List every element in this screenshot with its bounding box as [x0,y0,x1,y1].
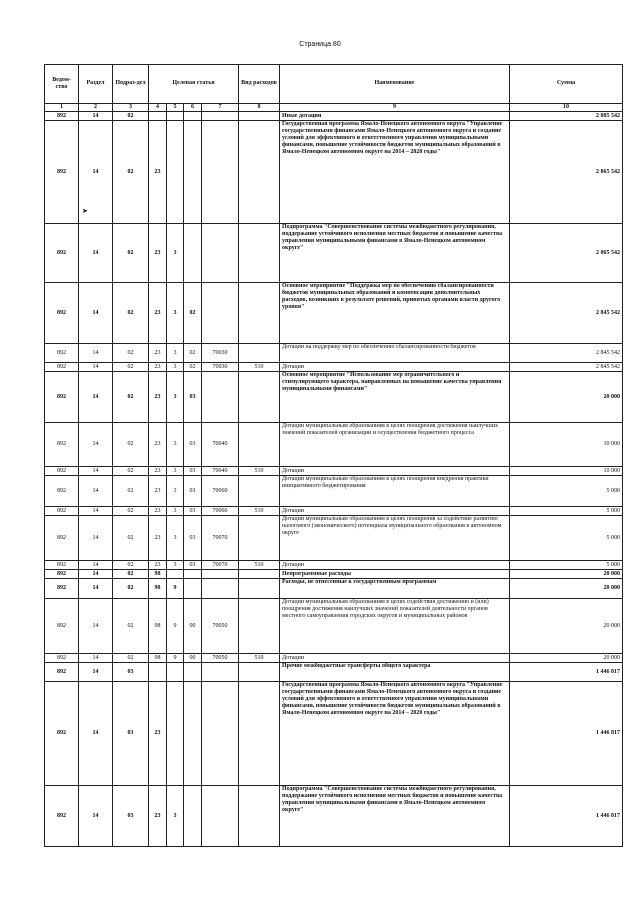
table-row [45,283,623,344]
sum-cell: 5 000 [510,516,623,561]
target-code-cell: 23 [149,224,167,283]
target-code-cell: 70040 [202,423,239,467]
vedomstvo-cell: 892 [45,112,79,121]
podrazdel-cell: 02 [113,283,149,344]
podrazdel-cell: 03 [113,786,149,847]
razdel-cell: 14 [79,682,113,786]
target-code-cell: 98 [149,579,167,599]
header-razdel: Раздел [79,65,113,104]
table-row [45,663,623,682]
sum-cell: 2 865 542 [510,224,623,283]
target-code-cell [184,570,202,579]
target-code-cell: 02 [184,363,202,372]
col-number: 2 [79,104,113,112]
vedomstvo-cell: 892 [45,516,79,561]
name-cell: Дотации [280,561,510,570]
target-code-cell: 3 [167,561,184,570]
razdel-cell: 14 [79,467,113,476]
target-code-cell: 70060 [202,507,239,516]
target-code-cell [184,682,202,786]
vedomstvo-cell: 892 [45,121,79,224]
vedomstvo-cell: 892 [45,507,79,516]
page-number: Страница 80 [299,41,341,48]
target-code-cell: 3 [167,344,184,363]
name-cell: Дотации муниципальным образованиям в целях поощрения внедрения практики инициативного бюджетирования [280,476,510,507]
sum-cell: 2 885 542 [510,112,623,121]
target-code-cell: 23 [149,467,167,476]
podrazdel-cell: 02 [113,507,149,516]
sum-cell: 2 845 542 [510,363,623,372]
name-cell: Дотации муниципальным образованиям в целях поощрения за содействие развитию налогового (экономического) потенциала муниципального образования в автономном округе [280,516,510,561]
target-code-cell: 23 [149,682,167,786]
target-code-cell [167,112,184,121]
sum-cell: 5 000 [510,507,623,516]
target-code-cell: 98 [149,599,167,654]
table-row [45,599,623,654]
vedomstvo-cell: 892 [45,654,79,663]
target-code-cell [167,682,184,786]
col-number: 6 [184,104,202,112]
target-code-cell: 03 [184,372,202,423]
target-code-cell [167,663,184,682]
table-row [45,476,623,507]
expense-type-cell: 510 [239,561,280,570]
expense-type-cell [239,224,280,283]
target-code-cell: 23 [149,786,167,847]
expense-type-cell [239,476,280,507]
table-row [45,786,623,847]
target-code-cell: 3 [167,423,184,467]
table-row [45,654,623,663]
razdel-cell: 14 [79,516,113,561]
sum-cell: 2 865 542 [510,121,623,224]
target-code-cell: 9 [167,579,184,599]
target-code-cell: 3 [167,283,184,344]
table-row [45,561,623,570]
target-code-cell: 00 [184,599,202,654]
name-cell: Непрограммные расходы [280,570,510,579]
target-code-cell: 3 [167,363,184,372]
target-code-cell: 70030 [202,344,239,363]
target-code-cell: 03 [184,561,202,570]
name-cell: Дотации муниципальным образованиям в целях содействия достижению и (или) поощрения достижения наилучших значений показателей деятельности органов местного самоуправления городских округов и муниципальных районов [280,599,510,654]
expense-type-cell [239,516,280,561]
target-code-cell: 9 [167,654,184,663]
target-code-cell: 98 [149,654,167,663]
target-code-cell [184,663,202,682]
name-cell: Основное мероприятие "Поддержка мер по обеспечению сбалансированности бюджетов муниципальных образований и компенсации дополнительных расходов, возникших в результате решений, принятых органами власти другого уровня" [280,283,510,344]
razdel-cell: 14 [79,476,113,507]
target-code-cell: 98 [149,570,167,579]
name-cell: Государственная программа Ямало-Ненецкого автономного округа "Управление государственными финансами Ямало-Ненецкого автономного округа и создание условий для эффективного и ответственного управления муниципальными финансами, повышение устойчивости бюджетов муниципальных образований в Ямало-Ненецком автономном округе на 2014 – 2020 годы" [280,682,510,786]
expense-type-cell [239,344,280,363]
target-code-cell: 03 [184,516,202,561]
col-number: 7 [202,104,239,112]
vedomstvo-cell: 892 [45,682,79,786]
podrazdel-cell: 02 [113,516,149,561]
name-cell: Дотации муниципальным образованиям в целях поощрения достижения наилучших значений показателей организации и осуществления бюджетного процесса [280,423,510,467]
target-code-cell: 70070 [202,516,239,561]
table-row [45,224,623,283]
target-code-cell: 02 [184,283,202,344]
podrazdel-cell: 02 [113,476,149,507]
table-row [45,507,623,516]
razdel-cell: 14 [79,786,113,847]
target-code-cell [202,579,239,599]
vedomstvo-cell: 892 [45,467,79,476]
razdel-cell: 14 [79,283,113,344]
table-row [45,372,623,423]
col-number: 8 [239,104,280,112]
expense-type-cell: 510 [239,467,280,476]
table-row [45,467,623,476]
vedomstvo-cell: 892 [45,599,79,654]
podrazdel-cell: 02 [113,599,149,654]
sum-cell: 1 446 817 [510,786,623,847]
vedomstvo-cell: 892 [45,663,79,682]
sum-cell: 10 000 [510,423,623,467]
table-row [45,112,623,121]
podrazdel-cell: 02 [113,224,149,283]
target-code-cell: 3 [167,467,184,476]
target-code-cell: 03 [184,423,202,467]
col-number: 5 [167,104,184,112]
table-row [45,423,623,467]
podrazdel-cell: 02 [113,372,149,423]
expense-type-cell [239,121,280,224]
target-code-cell: 70050 [202,654,239,663]
col-number: 3 [113,104,149,112]
razdel-cell: 14 [79,344,113,363]
column-number-row [45,104,623,112]
expense-type-cell [239,786,280,847]
podrazdel-cell: 02 [113,561,149,570]
vedomstvo-cell: 892 [45,283,79,344]
expense-type-cell: 510 [239,363,280,372]
vedomstvo-cell: 892 [45,224,79,283]
table-row [45,363,623,372]
razdel-cell: 14 [79,224,113,283]
podrazdel-cell: 02 [113,121,149,224]
razdel-cell: 14 [79,579,113,599]
table-row [45,516,623,561]
header-podrazdel: Подраз-дел [113,65,149,104]
target-code-cell: 3 [167,476,184,507]
target-code-cell: 23 [149,121,167,224]
target-code-cell: 3 [167,786,184,847]
name-cell: Подпрограмма "Совершенствование системы межбюджетного регулирования, поддержание устойчивого исполнения местных бюджетов и повышение качества управления муниципальными финансами в Ямало-Ненецком автономном округе" [280,224,510,283]
expense-type-cell [239,112,280,121]
sum-cell: 20 000 [510,599,623,654]
sum-cell: 10 000 [510,467,623,476]
expense-type-cell [239,372,280,423]
target-code-cell: 3 [167,372,184,423]
podrazdel-cell: 02 [113,579,149,599]
vedomstvo-cell: 892 [45,579,79,599]
name-cell: Подпрограмма "Совершенствование системы межбюджетного регулирования, поддержание устойчивого исполнения местных бюджетов и повышение качества управления муниципальными финансами в Ямало-Ненецком автономном округе" [280,786,510,847]
table-body [45,112,623,847]
cursor-mark: ➤ [82,207,88,215]
razdel-cell: 14 [79,423,113,467]
vedomstvo-cell: 892 [45,423,79,467]
header-vid-rashodov: Вид расходов [239,65,280,104]
razdel-cell: 14 [79,570,113,579]
vedomstvo-cell: 892 [45,570,79,579]
target-code-cell: 23 [149,344,167,363]
target-code-cell [202,372,239,423]
sum-cell: 20 000 [510,570,623,579]
target-code-cell: 9 [167,599,184,654]
target-code-cell: 23 [149,516,167,561]
target-code-cell [184,579,202,599]
sum-cell: 5 000 [510,476,623,507]
podrazdel-cell: 02 [113,423,149,467]
name-cell: Дотации на поддержку мер по обеспечению сбалансированности бюджетов [280,344,510,363]
razdel-cell: 14 [79,121,113,224]
name-cell: Дотации [280,467,510,476]
sum-cell: 1 446 817 [510,663,623,682]
name-cell: Расходы, не отнесенные к государственным программам [280,579,510,599]
razdel-cell: 14 [79,372,113,423]
target-code-cell [202,786,239,847]
target-code-cell [184,786,202,847]
name-cell: Основное мероприятие "Использование мер ограничительного и стимулирующего характера, направленных на повышение качества управления муниципальными финансами" [280,372,510,423]
target-code-cell: 23 [149,476,167,507]
target-code-cell: 3 [167,507,184,516]
podrazdel-cell: 02 [113,344,149,363]
vedomstvo-cell: 892 [45,476,79,507]
expense-type-cell [239,570,280,579]
col-number: 9 [280,104,510,112]
col-number: 1 [45,104,79,112]
target-code-cell: 70050 [202,599,239,654]
target-code-cell [202,224,239,283]
table-row [45,344,623,363]
vedomstvo-cell: 892 [45,344,79,363]
target-code-cell: 70030 [202,363,239,372]
target-code-cell [149,663,167,682]
target-code-cell: 3 [167,516,184,561]
razdel-cell: 14 [79,112,113,121]
target-code-cell: 03 [184,507,202,516]
expense-type-cell [239,579,280,599]
table-row [45,579,623,599]
expense-type-cell [239,663,280,682]
expense-type-cell [239,599,280,654]
razdel-cell: 14 [79,561,113,570]
budget-table [44,64,623,847]
expense-type-cell [239,283,280,344]
sum-cell: 5 000 [510,561,623,570]
target-code-cell: 00 [184,654,202,663]
target-code-cell: 23 [149,372,167,423]
target-code-cell [184,224,202,283]
podrazdel-cell: 02 [113,363,149,372]
vedomstvo-cell: 892 [45,363,79,372]
sum-cell: 2 845 542 [510,344,623,363]
table-row [45,121,623,224]
sum-cell: 20 000 [510,372,623,423]
name-cell: Дотации [280,363,510,372]
sum-cell: 2 845 542 [510,283,623,344]
header-naimenovanie: Наименование [280,65,510,104]
sum-cell: 1 446 817 [510,682,623,786]
sum-cell: 20 000 [510,654,623,663]
target-code-cell [202,682,239,786]
target-code-cell [184,121,202,224]
target-code-cell [202,283,239,344]
expense-type-cell [239,423,280,467]
razdel-cell: 14 [79,654,113,663]
target-code-cell: 70060 [202,476,239,507]
header-vedomstvo: Ведом-ство [45,65,79,104]
col-number: 4 [149,104,167,112]
target-code-cell: 70070 [202,561,239,570]
name-cell: Государственная программа Ямало-Ненецкого автономного округа "Управление государственными финансами Ямало-Ненецкого автономного округа и создание условий для эффективного и ответственного управления муниципальными финансами, повышение устойчивости бюджетов муниципальных образований в Ямало-Ненецком автономном округе на 2014 – 2020 годы" [280,121,510,224]
table-row [45,682,623,786]
target-code-cell [149,112,167,121]
target-code-cell: 23 [149,283,167,344]
target-code-cell: 03 [184,467,202,476]
name-cell: Прочие межбюджетные трансферты общего характера [280,663,510,682]
target-code-cell [184,112,202,121]
razdel-cell: 14 [79,363,113,372]
target-code-cell: 23 [149,561,167,570]
podrazdel-cell: 02 [113,112,149,121]
target-code-cell [167,570,184,579]
podrazdel-cell: 03 [113,682,149,786]
target-code-cell: 70040 [202,467,239,476]
podrazdel-cell: 02 [113,467,149,476]
vedomstvo-cell: 892 [45,372,79,423]
target-code-cell [202,121,239,224]
target-code-cell: 23 [149,423,167,467]
podrazdel-cell: 03 [113,663,149,682]
header-celevaya-statya: Целевая статья [149,65,239,104]
vedomstvo-cell: 892 [45,786,79,847]
target-code-cell [167,121,184,224]
target-code-cell: 23 [149,363,167,372]
table-row [45,570,623,579]
expense-type-cell: 510 [239,654,280,663]
target-code-cell [202,570,239,579]
vedomstvo-cell: 892 [45,561,79,570]
expense-type-cell: 510 [239,507,280,516]
podrazdel-cell: 02 [113,570,149,579]
target-code-cell: 23 [149,507,167,516]
name-cell: Дотации [280,654,510,663]
name-cell: Дотации [280,507,510,516]
razdel-cell: 14 [79,599,113,654]
target-code-cell [202,663,239,682]
header-row [45,65,623,104]
target-code-cell: 03 [184,476,202,507]
expense-type-cell [239,682,280,786]
target-code-cell [202,112,239,121]
sum-cell: 20 000 [510,579,623,599]
name-cell: Иные дотации [280,112,510,121]
razdel-cell: 14 [79,507,113,516]
col-number: 10 [510,104,623,112]
target-code-cell: 3 [167,224,184,283]
target-code-cell: 02 [184,344,202,363]
podrazdel-cell: 02 [113,654,149,663]
razdel-cell: 14 [79,663,113,682]
header-summa: Сумма [510,65,623,104]
